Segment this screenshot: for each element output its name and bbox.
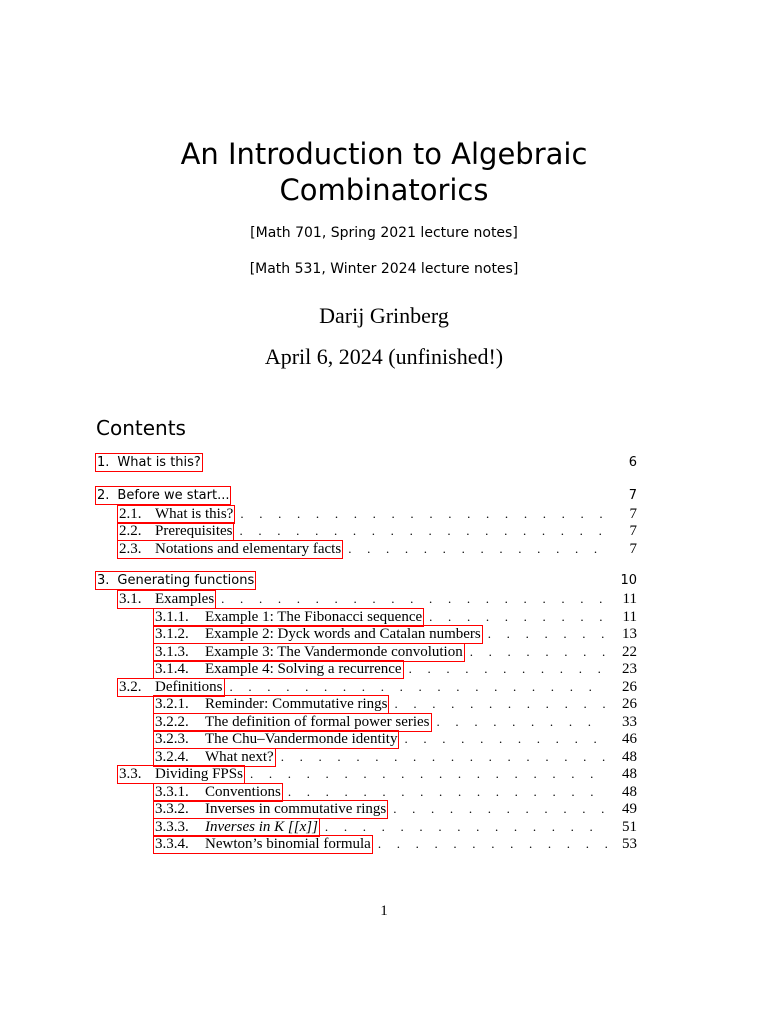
- dot-leader: [288, 783, 607, 800]
- toc-number: 2.3.: [119, 541, 142, 557]
- title-line-2: Combinatorics: [279, 173, 489, 207]
- toc-link-3-3[interactable]: [118, 766, 244, 783]
- toc-entry-3-3-3: [154, 818, 637, 835]
- toc-entry-3-1-1: [154, 608, 637, 625]
- toc-title: Before we start...: [117, 488, 230, 503]
- dot-leader: [393, 800, 607, 817]
- toc-entry-3-2-1: [154, 695, 637, 712]
- toc-link-3-3-3[interactable]: [154, 819, 319, 836]
- toc-title: Reminder: Commutative rings: [205, 696, 388, 712]
- toc-title: The definition of formal power series: [205, 714, 430, 730]
- toc-number: 3.: [97, 573, 110, 588]
- toc-entry-3-2: [118, 678, 637, 695]
- toc-entry-2-3: [118, 540, 637, 557]
- toc-page-number: 51: [622, 819, 637, 835]
- toc-link-1[interactable]: [96, 454, 202, 471]
- toc-entry-3-3-1: [154, 783, 637, 800]
- toc-page-number: 7: [629, 523, 637, 539]
- toc-link-2-3[interactable]: [118, 541, 342, 558]
- toc-link-3-1-2[interactable]: [154, 626, 482, 643]
- toc-page-number: 23: [622, 661, 637, 677]
- toc-title: Conventions: [205, 784, 281, 800]
- toc-link-3-2[interactable]: [118, 679, 224, 696]
- toc-title: Inverses in K [[x]]: [205, 819, 318, 835]
- dot-leader: [394, 695, 607, 712]
- toc-link-2-1[interactable]: [118, 506, 234, 523]
- toc-link-3[interactable]: [96, 572, 255, 589]
- dot-leader: [409, 660, 607, 677]
- toc-title: Example 4: Solving a recurrence: [205, 661, 402, 677]
- toc-title: Examples: [155, 591, 215, 607]
- toc-title: Notations and elementary facts: [155, 541, 342, 557]
- dot-leader: [488, 625, 607, 642]
- toc-number: 3.2.2.: [155, 714, 189, 730]
- toc-entry-2-2: [118, 522, 637, 539]
- toc-title: The Chu–Vandermonde identity: [205, 731, 398, 747]
- toc-link-3-2-1[interactable]: [154, 696, 388, 713]
- toc-entry-3-1-4: [154, 660, 637, 677]
- toc-link-3-3-4[interactable]: [154, 836, 372, 853]
- toc-page-number: 7: [629, 506, 637, 522]
- toc-entry-3-3-4: [154, 835, 637, 852]
- toc-title: What next?: [205, 749, 274, 765]
- toc-number: 3.1.: [119, 591, 142, 607]
- toc-link-3-1-3[interactable]: [154, 644, 464, 661]
- dot-leader: [250, 765, 607, 782]
- toc-title: Example 1: The Fibonacci sequence: [205, 609, 423, 625]
- toc-title: Inverses in commutative rings: [205, 801, 387, 817]
- document-date: April 6, 2024 (unfinished!): [264, 344, 504, 369]
- toc-title: Dividing FPSs: [155, 766, 243, 782]
- dot-leader: [348, 540, 607, 557]
- toc-page-number: 46: [622, 731, 637, 747]
- toc-number: 3.3.1.: [155, 784, 189, 800]
- dot-leader: [239, 522, 607, 539]
- toc-title: Example 3: The Vandermonde convolution: [205, 644, 463, 660]
- subtitle-winter-2024: [Math 531, Winter 2024 lecture notes]: [249, 261, 519, 277]
- toc-number: 3.3.: [119, 766, 142, 782]
- toc-number: 2.1.: [119, 506, 142, 522]
- toc-page-number: 33: [622, 714, 637, 730]
- toc-number: 3.1.2.: [155, 626, 189, 642]
- contents-heading: Contents: [96, 416, 186, 440]
- toc-link-3-3-1[interactable]: [154, 784, 282, 801]
- toc-link-2[interactable]: [96, 487, 230, 504]
- toc-page-number: 53: [622, 836, 637, 852]
- toc-page-number: 48: [622, 766, 637, 782]
- toc-entry-3-3-2: [154, 800, 637, 817]
- toc-number: 3.3.4.: [155, 836, 189, 852]
- toc-page-number: 10: [620, 573, 637, 588]
- dot-leader: [230, 678, 608, 695]
- toc-entry-2: [96, 487, 637, 504]
- toc-link-3-2-4[interactable]: [154, 749, 275, 766]
- toc-page-number: 48: [622, 784, 637, 800]
- toc-page-number: 48: [622, 749, 637, 765]
- toc-entry-3-2-2: [154, 713, 637, 730]
- toc-link-3-2-3[interactable]: [154, 731, 398, 748]
- toc-link-3-1-4[interactable]: [154, 661, 403, 678]
- toc-page-number: 26: [622, 679, 637, 695]
- toc-entry-3-3: [118, 765, 637, 782]
- document-title: [0, 136, 768, 208]
- toc-entry-3-1-3: [154, 643, 637, 660]
- toc-title: What is this?: [155, 506, 234, 522]
- toc-link-2-2[interactable]: [118, 523, 233, 540]
- toc-page-number: 49: [622, 801, 637, 817]
- toc-entry-3-1: [118, 590, 637, 607]
- dot-leader: [240, 505, 607, 522]
- toc-page-number: 7: [628, 488, 637, 503]
- toc-number: 3.2.: [119, 679, 142, 695]
- toc-page-number: 26: [622, 696, 637, 712]
- toc-page-number: 11: [622, 591, 637, 607]
- toc-number: 2.: [97, 488, 110, 503]
- toc-page-number: 22: [622, 644, 637, 660]
- toc-page-number: 7: [629, 541, 637, 557]
- toc-title: Generating functions: [117, 573, 255, 588]
- subtitle-spring-2021: [Math 701, Spring 2021 lecture notes]: [250, 225, 518, 241]
- title-line-1: An Introduction to Algebraic: [180, 137, 588, 171]
- toc-link-3-1-1[interactable]: [154, 609, 423, 626]
- page-number: 1: [380, 903, 388, 919]
- toc-title: Newton’s binomial formula: [205, 836, 371, 852]
- toc-number: 1.: [97, 455, 110, 470]
- toc-entry-3-2-3: [154, 730, 637, 747]
- toc-entry-1: [96, 454, 637, 471]
- toc-number: 3.2.1.: [155, 696, 189, 712]
- toc-link-3-2-2[interactable]: [154, 714, 431, 731]
- dot-leader: [437, 713, 607, 730]
- toc-entry-2-1: [118, 505, 637, 522]
- toc-number: 3.1.4.: [155, 661, 189, 677]
- toc-number: 3.1.3.: [155, 644, 189, 660]
- toc-page-number: 13: [622, 626, 637, 642]
- toc-page-number: 6: [628, 455, 637, 470]
- toc-number: 3.3.3.: [155, 819, 189, 835]
- toc-entry-3-1-2: [154, 625, 637, 642]
- dot-leader: [378, 835, 607, 852]
- dot-leader: [404, 730, 607, 747]
- toc-entry-3: [96, 572, 637, 589]
- toc-number: 3.2.4.: [155, 749, 189, 765]
- toc-link-3-3-2[interactable]: [154, 801, 387, 818]
- toc-number: 3.3.2.: [155, 801, 189, 817]
- author-name: Darij Grinberg: [319, 303, 449, 328]
- toc-number: 3.1.1.: [155, 609, 189, 625]
- toc-title: Example 2: Dyck words and Catalan numbers: [205, 626, 481, 642]
- toc-number: 3.2.3.: [155, 731, 189, 747]
- dot-leader: [429, 608, 607, 625]
- toc-title: Definitions: [155, 679, 223, 695]
- toc-link-3-1[interactable]: [118, 591, 215, 608]
- toc-entry-3-2-4: [154, 748, 637, 765]
- dot-leader: [281, 748, 607, 765]
- toc-title: Prerequisites: [155, 523, 233, 539]
- toc-number: 2.2.: [119, 523, 142, 539]
- toc-page-number: 11: [622, 609, 637, 625]
- dot-leader: [325, 818, 607, 835]
- dot-leader: [221, 590, 607, 607]
- toc-title: What is this?: [117, 455, 201, 470]
- dot-leader: [470, 643, 607, 660]
